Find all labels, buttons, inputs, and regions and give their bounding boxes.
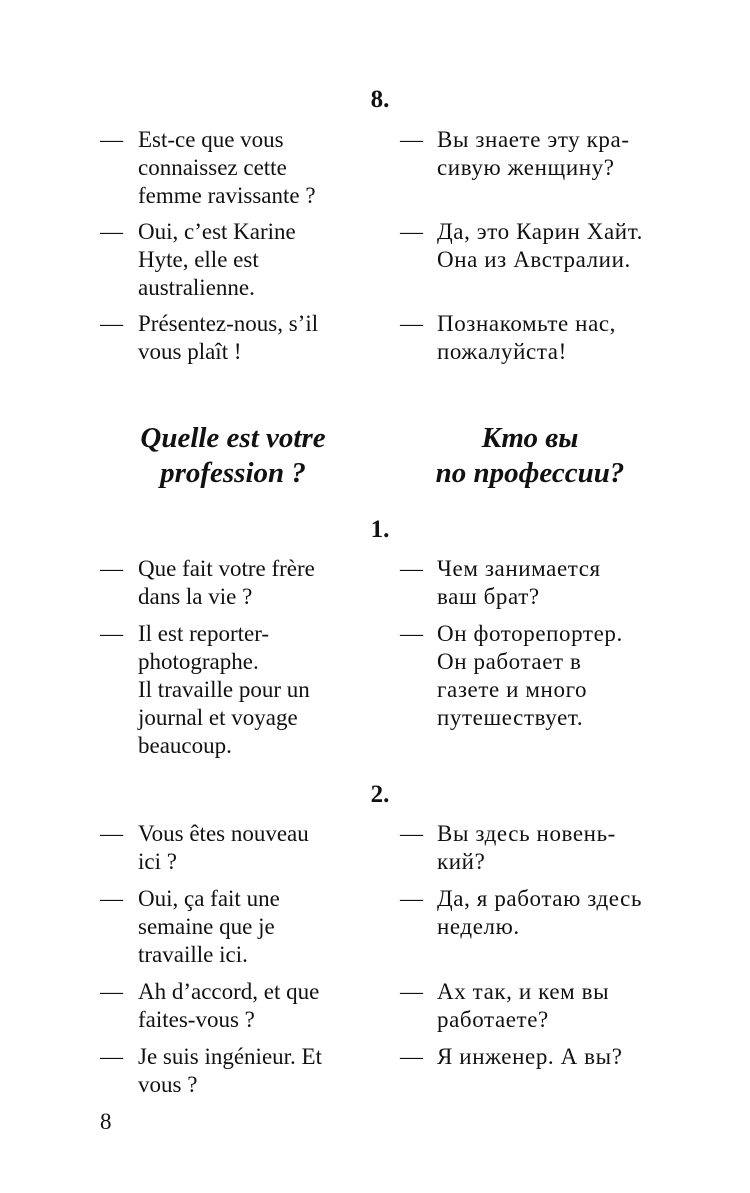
ru-line: Я инженер. А вы? <box>437 1044 623 1069</box>
fr-line: Oui, c’est Karine <box>138 219 296 244</box>
dash: — <box>400 821 423 846</box>
heading-ru-line: по профессии? <box>435 457 625 489</box>
dash: — <box>400 886 423 911</box>
ru-line: Познакомьте нас, <box>437 311 617 336</box>
fr-line: connaissez cette <box>138 155 287 180</box>
ru-line: Да, это Карин Хайт. <box>437 219 643 244</box>
dash: — <box>100 979 123 1004</box>
fr-line: dans la vie ? <box>138 584 253 609</box>
dash: — <box>100 821 123 846</box>
fr-line: Il est reporter- <box>138 621 270 646</box>
fr-line: Est-ce que vous <box>138 127 284 152</box>
ru-line: Он работает в <box>437 649 582 674</box>
ru-line: Вы знаете эту кра- <box>437 127 630 152</box>
ru-line: Ах так, и кем вы <box>437 979 610 1004</box>
fr-line: Hyte, elle est <box>138 247 259 272</box>
dash: — <box>400 127 423 152</box>
ru-line: Он фоторепортер. <box>437 621 623 646</box>
page-number: 8 <box>100 1109 112 1134</box>
ru-line: работаете? <box>437 1007 549 1032</box>
fr-line: photographe. <box>138 649 259 674</box>
dash: — <box>100 311 123 336</box>
section-number: 1. <box>370 516 390 543</box>
ru-line: путешествует. <box>437 705 584 730</box>
ru-line: ваш брат? <box>437 584 540 609</box>
ru-line: Да, я работаю здесь <box>437 886 643 911</box>
fr-line: journal et voyage <box>138 705 298 730</box>
dash: — <box>100 886 123 911</box>
fr-line: Que fait votre frère <box>138 556 315 581</box>
ru-line: Чем занимается <box>437 556 601 581</box>
dash: — <box>400 219 423 244</box>
ru-line: Она из Австралии. <box>437 247 631 272</box>
dash: — <box>100 1044 123 1069</box>
heading-fr-line: Quelle est votre <box>140 422 326 454</box>
ru-line: сивую женщину? <box>437 155 615 180</box>
section-number: 8. <box>370 86 390 113</box>
dash: — <box>400 621 423 646</box>
fr-line: Je suis ingénieur. Et <box>138 1044 322 1069</box>
fr-line: semaine que je <box>138 914 275 939</box>
heading-ru-line: Кто вы <box>481 422 579 454</box>
fr-line: femme ravissante ? <box>138 183 316 208</box>
dash: — <box>400 311 423 336</box>
fr-line: ici ? <box>138 849 177 874</box>
dash: — <box>100 621 123 646</box>
ru-line: пожалуйста! <box>437 339 567 364</box>
fr-line: Oui, ça fait une <box>138 886 280 911</box>
fr-line: vous ? <box>138 1072 198 1097</box>
section-number: 2. <box>370 781 390 808</box>
heading-fr-line: profession ? <box>160 457 306 489</box>
fr-line: Présentez-nous, s’il <box>138 311 319 336</box>
fr-line: vous plaît ! <box>138 339 242 364</box>
ru-line: неделю. <box>437 914 520 939</box>
dash: — <box>400 556 423 581</box>
fr-line: Vous êtes nouveau <box>138 821 309 846</box>
fr-line: travaille ici. <box>138 942 248 967</box>
fr-line: Ah d’accord, et que <box>138 979 320 1004</box>
fr-line: faites-vous ? <box>138 1007 255 1032</box>
fr-line: Il travaille pour un <box>138 677 310 702</box>
dash: — <box>400 1044 423 1069</box>
dash: — <box>100 556 123 581</box>
ru-line: кий? <box>437 849 486 874</box>
ru-line: газете и много <box>437 677 588 702</box>
dash: — <box>100 127 123 152</box>
dash: — <box>100 219 123 244</box>
fr-line: australienne. <box>138 275 255 300</box>
ru-line: Вы здесь новень- <box>437 821 616 846</box>
dash: — <box>400 979 423 1004</box>
fr-line: beaucoup. <box>138 733 232 758</box>
